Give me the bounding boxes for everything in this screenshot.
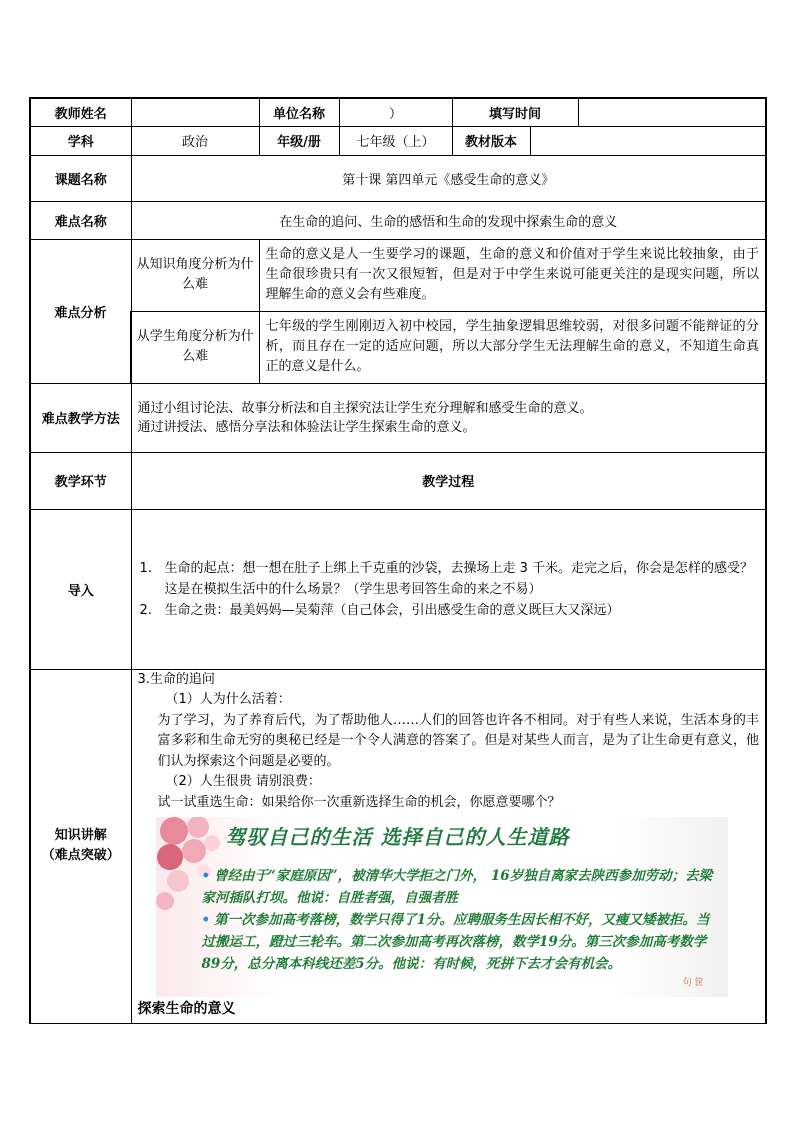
knowledge-label-cell	[30, 669, 131, 1023]
knowledge-row	[30, 669, 766, 1023]
date-label: 填写时间	[452, 98, 578, 126]
teacher-name-label: 教师姓名	[30, 98, 131, 126]
banner-watermark: 句 筐	[682, 977, 704, 988]
process-stage-label: 教学环节	[30, 452, 131, 509]
lesson-plan-page	[29, 97, 765, 1024]
process-header-row	[30, 452, 766, 509]
intro-row	[30, 509, 766, 669]
banner-story-1	[202, 865, 722, 909]
explore-heading: 探索生命的意义	[137, 1001, 236, 1017]
knowledge-angle-label: 从知识角度分析为什么难	[131, 239, 259, 311]
lesson-title-label: 课题名称	[30, 155, 131, 201]
grade-value: 七年级（上）	[339, 126, 452, 155]
bullet-icon: •	[201, 868, 211, 884]
info-row-1	[30, 98, 766, 126]
analysis-row-student	[30, 311, 766, 383]
intro-item-text: 生命的起点：想一想在肚子上绑上千克重的沙袋，去操场上走 3 千米。走完之后，你会是怎样的感受？这是在模拟生活中的什么场景？（学生思考回答生命的来之不易）	[164, 560, 754, 597]
knowledge-label: 知识讲解	[54, 828, 107, 843]
knowledge-sublabel: （难点突破）	[41, 848, 120, 863]
paragraph-2: 试一试重选生命：如果给你一次重新选择生命的机会，你愿意要哪个？	[157, 794, 561, 810]
date-value	[578, 98, 766, 126]
bullet-icon: •	[201, 912, 211, 928]
intro-label: 导入	[30, 509, 131, 669]
banner-title: 驾驭自己的生活 选择自己的人生道路	[225, 825, 570, 849]
subject-label: 学科	[30, 126, 131, 155]
textbook-value	[530, 126, 766, 155]
lesson-title-value: 第十课 第四单元《感受生命的意义》	[131, 155, 766, 201]
question-1: （1）人为什么活着：	[165, 692, 291, 707]
intro-content	[131, 509, 766, 669]
intro-item	[138, 558, 760, 600]
method-label: 难点教学方法	[30, 383, 131, 452]
difficulty-label: 难点名称	[30, 201, 131, 239]
knowledge-content	[131, 669, 766, 1023]
banner-story-1-text: 曾经由于“家庭原因”，被清华大学拒之门外， 16岁独自离家去陕西参加劳动；去梁家河插队打坝。他说：自胜者强，自强者胜	[201, 868, 713, 906]
difficulty-value: 在生命的追问、生命的感悟和生命的发现中探索生命的意义	[131, 201, 766, 239]
intro-item-number: 2.	[139, 602, 152, 618]
intro-item	[138, 600, 760, 621]
info-row-2	[30, 126, 766, 155]
banner-story-2	[202, 909, 722, 975]
method-line-2: 通过讲授法、感悟分享法和体验法让学生探索生命的意义。	[137, 419, 476, 435]
life-choice-banner-image	[156, 817, 728, 997]
method-row	[30, 383, 766, 452]
question-2: （2）人生很贵 请别浪费：	[165, 774, 321, 789]
analysis-row-knowledge	[30, 239, 766, 311]
method-text	[131, 383, 766, 452]
paragraph-1: 为了学习，为了养育后代，为了帮助他人……人们的回答也许各不相同。对于有些人来说，生活本身的丰富多彩和生命无穷的奥秘已经是一个令人满意的答案了。但是对某些人而言，是为了让生命更有意义，他们认为探索这个问题是必要的。	[157, 712, 760, 769]
unit-name-value: ）	[339, 98, 452, 126]
knowledge-heading: 3.生命的追问	[137, 671, 215, 687]
student-angle-label: 从学生角度分析为什么难	[131, 311, 259, 383]
process-label: 教学过程	[131, 452, 766, 509]
difficulty-row	[30, 201, 766, 239]
textbook-label: 教材版本	[452, 126, 530, 155]
banner-story-2-text: 第一次参加高考落榜，数学只得了1分。应聘服务生因长相不好，又瘦又矮被拒。当过搬运工，蹬过三轮车。第二次参加高考再次落榜，数学19分。第三次参加高考数学89分，总分离本科线还差5分。他说：有时候，死拼下去才会有机会。	[201, 912, 710, 972]
teacher-name-value	[131, 98, 259, 126]
analysis-label: 难点分析	[30, 239, 131, 383]
grade-label: 年级/册	[259, 126, 339, 155]
intro-item-number: 1.	[139, 560, 152, 576]
unit-name-label: 单位名称	[259, 98, 339, 126]
student-angle-text: 七年级的学生刚刚迈入初中校园，学生抽象逻辑思维较弱，对很多问题不能辩证的分析，而且存在一定的适应问题，所以大部分学生无法理解生命的意义，不知道生命真正的意义是什么。	[259, 311, 766, 383]
knowledge-angle-text: 生命的意义是人一生要学习的课题，生命的意义和价值对于学生来说比较抽象，由于生命很珍贵只有一次又很短暂，但是对于中学生来说可能更关注的是现实问题，所以理解生命的意义会有些难度。	[259, 239, 766, 311]
method-line-1: 通过小组讨论法、故事分析法和自主探究法让学生充分理解和感受生命的意义。	[137, 400, 593, 416]
lesson-plan-table	[29, 97, 767, 1024]
subject-value: 政治	[131, 126, 259, 155]
intro-item-text: 生命之贵：最美妈妈—吴菊萍（自己体会，引出感受生命的意义既巨大又深远）	[164, 602, 620, 618]
lesson-title-row	[30, 155, 766, 201]
